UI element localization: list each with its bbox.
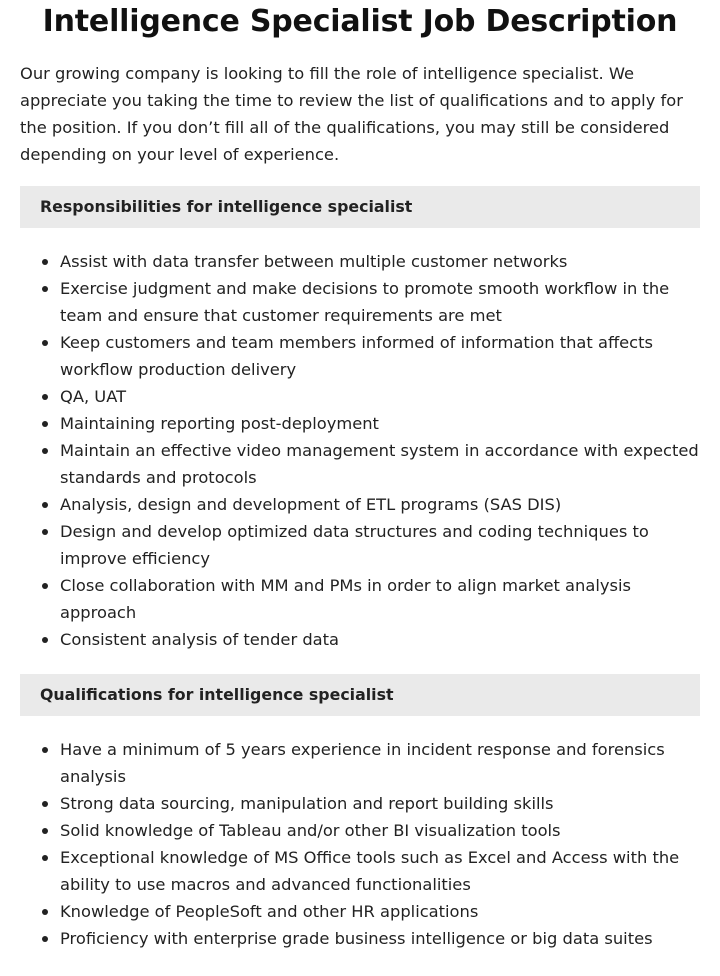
bullet-icon [42, 747, 48, 753]
list-item-text: Assist with data transfer between multiple customer networks [60, 252, 568, 271]
list-item [0, 898, 720, 925]
list-item-text: Solid knowledge of Tableau and/or other BI visualization tools [60, 821, 561, 840]
list-item-text: Design and develop optimized data structures and coding techniques to improve efficiency [60, 522, 649, 568]
bullet-icon [42, 583, 48, 589]
list-item [0, 925, 720, 952]
list-item-text: Close collaboration with MM and PMs in order to align market analysis approach [60, 576, 631, 622]
bullet-icon [42, 909, 48, 915]
bullet-icon [42, 637, 48, 643]
list-item [0, 437, 720, 491]
list-item [0, 518, 720, 572]
bullet-icon [42, 259, 48, 265]
list-item-text: Maintain an effective video management system in accordance with expected standards and protocols [60, 441, 699, 487]
bullet-icon [42, 828, 48, 834]
qualifications-list [0, 736, 720, 952]
list-item-text: Exercise judgment and make decisions to promote smooth workflow in the team and ensure that customer requirements are met [60, 279, 670, 325]
list-item [0, 491, 720, 518]
page-title: Intelligence Specialist Job Description [42, 4, 678, 39]
list-item [0, 844, 720, 898]
list-item [0, 817, 720, 844]
list-item [0, 329, 720, 383]
responsibilities-list [0, 248, 720, 653]
bullet-icon [42, 502, 48, 508]
bullet-icon [42, 340, 48, 346]
bullet-icon [42, 394, 48, 400]
bullet-icon [42, 448, 48, 454]
intro-paragraph: Our growing company is looking to fill the role of intelligence specialist. We appreciate you taking the time to review the list of qualifications and to apply for the position. If you don’t fill all of the qualifications, you may still be considered depending on your level of experience. [20, 64, 683, 164]
list-item-text: Have a minimum of 5 years experience in incident response and forensics analysis [60, 740, 665, 786]
bullet-icon [42, 855, 48, 861]
list-item-text: Exceptional knowledge of MS Office tools such as Excel and Access with the ability to use macros and advanced functionalities [60, 848, 680, 894]
bullet-icon [42, 529, 48, 535]
list-item-text: Analysis, design and development of ETL programs (SAS DIS) [60, 495, 562, 514]
list-item [0, 790, 720, 817]
list-item-text: QA, UAT [60, 387, 127, 406]
list-item [0, 410, 720, 437]
list-item [0, 248, 720, 275]
list-item [0, 626, 720, 653]
list-item-text: Strong data sourcing, manipulation and report building skills [60, 794, 554, 813]
bullet-icon [42, 801, 48, 807]
list-item-text: Proficiency with enterprise grade business intelligence or big data suites [60, 929, 653, 948]
list-item-text: Maintaining reporting post-deployment [60, 414, 379, 433]
bullet-icon [42, 421, 48, 427]
list-item [0, 736, 720, 790]
list-item-text: Knowledge of PeopleSoft and other HR applications [60, 902, 479, 921]
list-item-text: Keep customers and team members informed of information that affects workflow production delivery [60, 333, 654, 379]
responsibilities-heading: Responsibilities for intelligence specialist [20, 186, 700, 228]
list-item-text: Consistent analysis of tender data [60, 630, 339, 649]
qualifications-heading: Qualifications for intelligence specialist [20, 674, 700, 716]
bullet-icon [42, 286, 48, 292]
list-item [0, 383, 720, 410]
bullet-icon [42, 936, 48, 942]
list-item [0, 572, 720, 626]
list-item [0, 275, 720, 329]
